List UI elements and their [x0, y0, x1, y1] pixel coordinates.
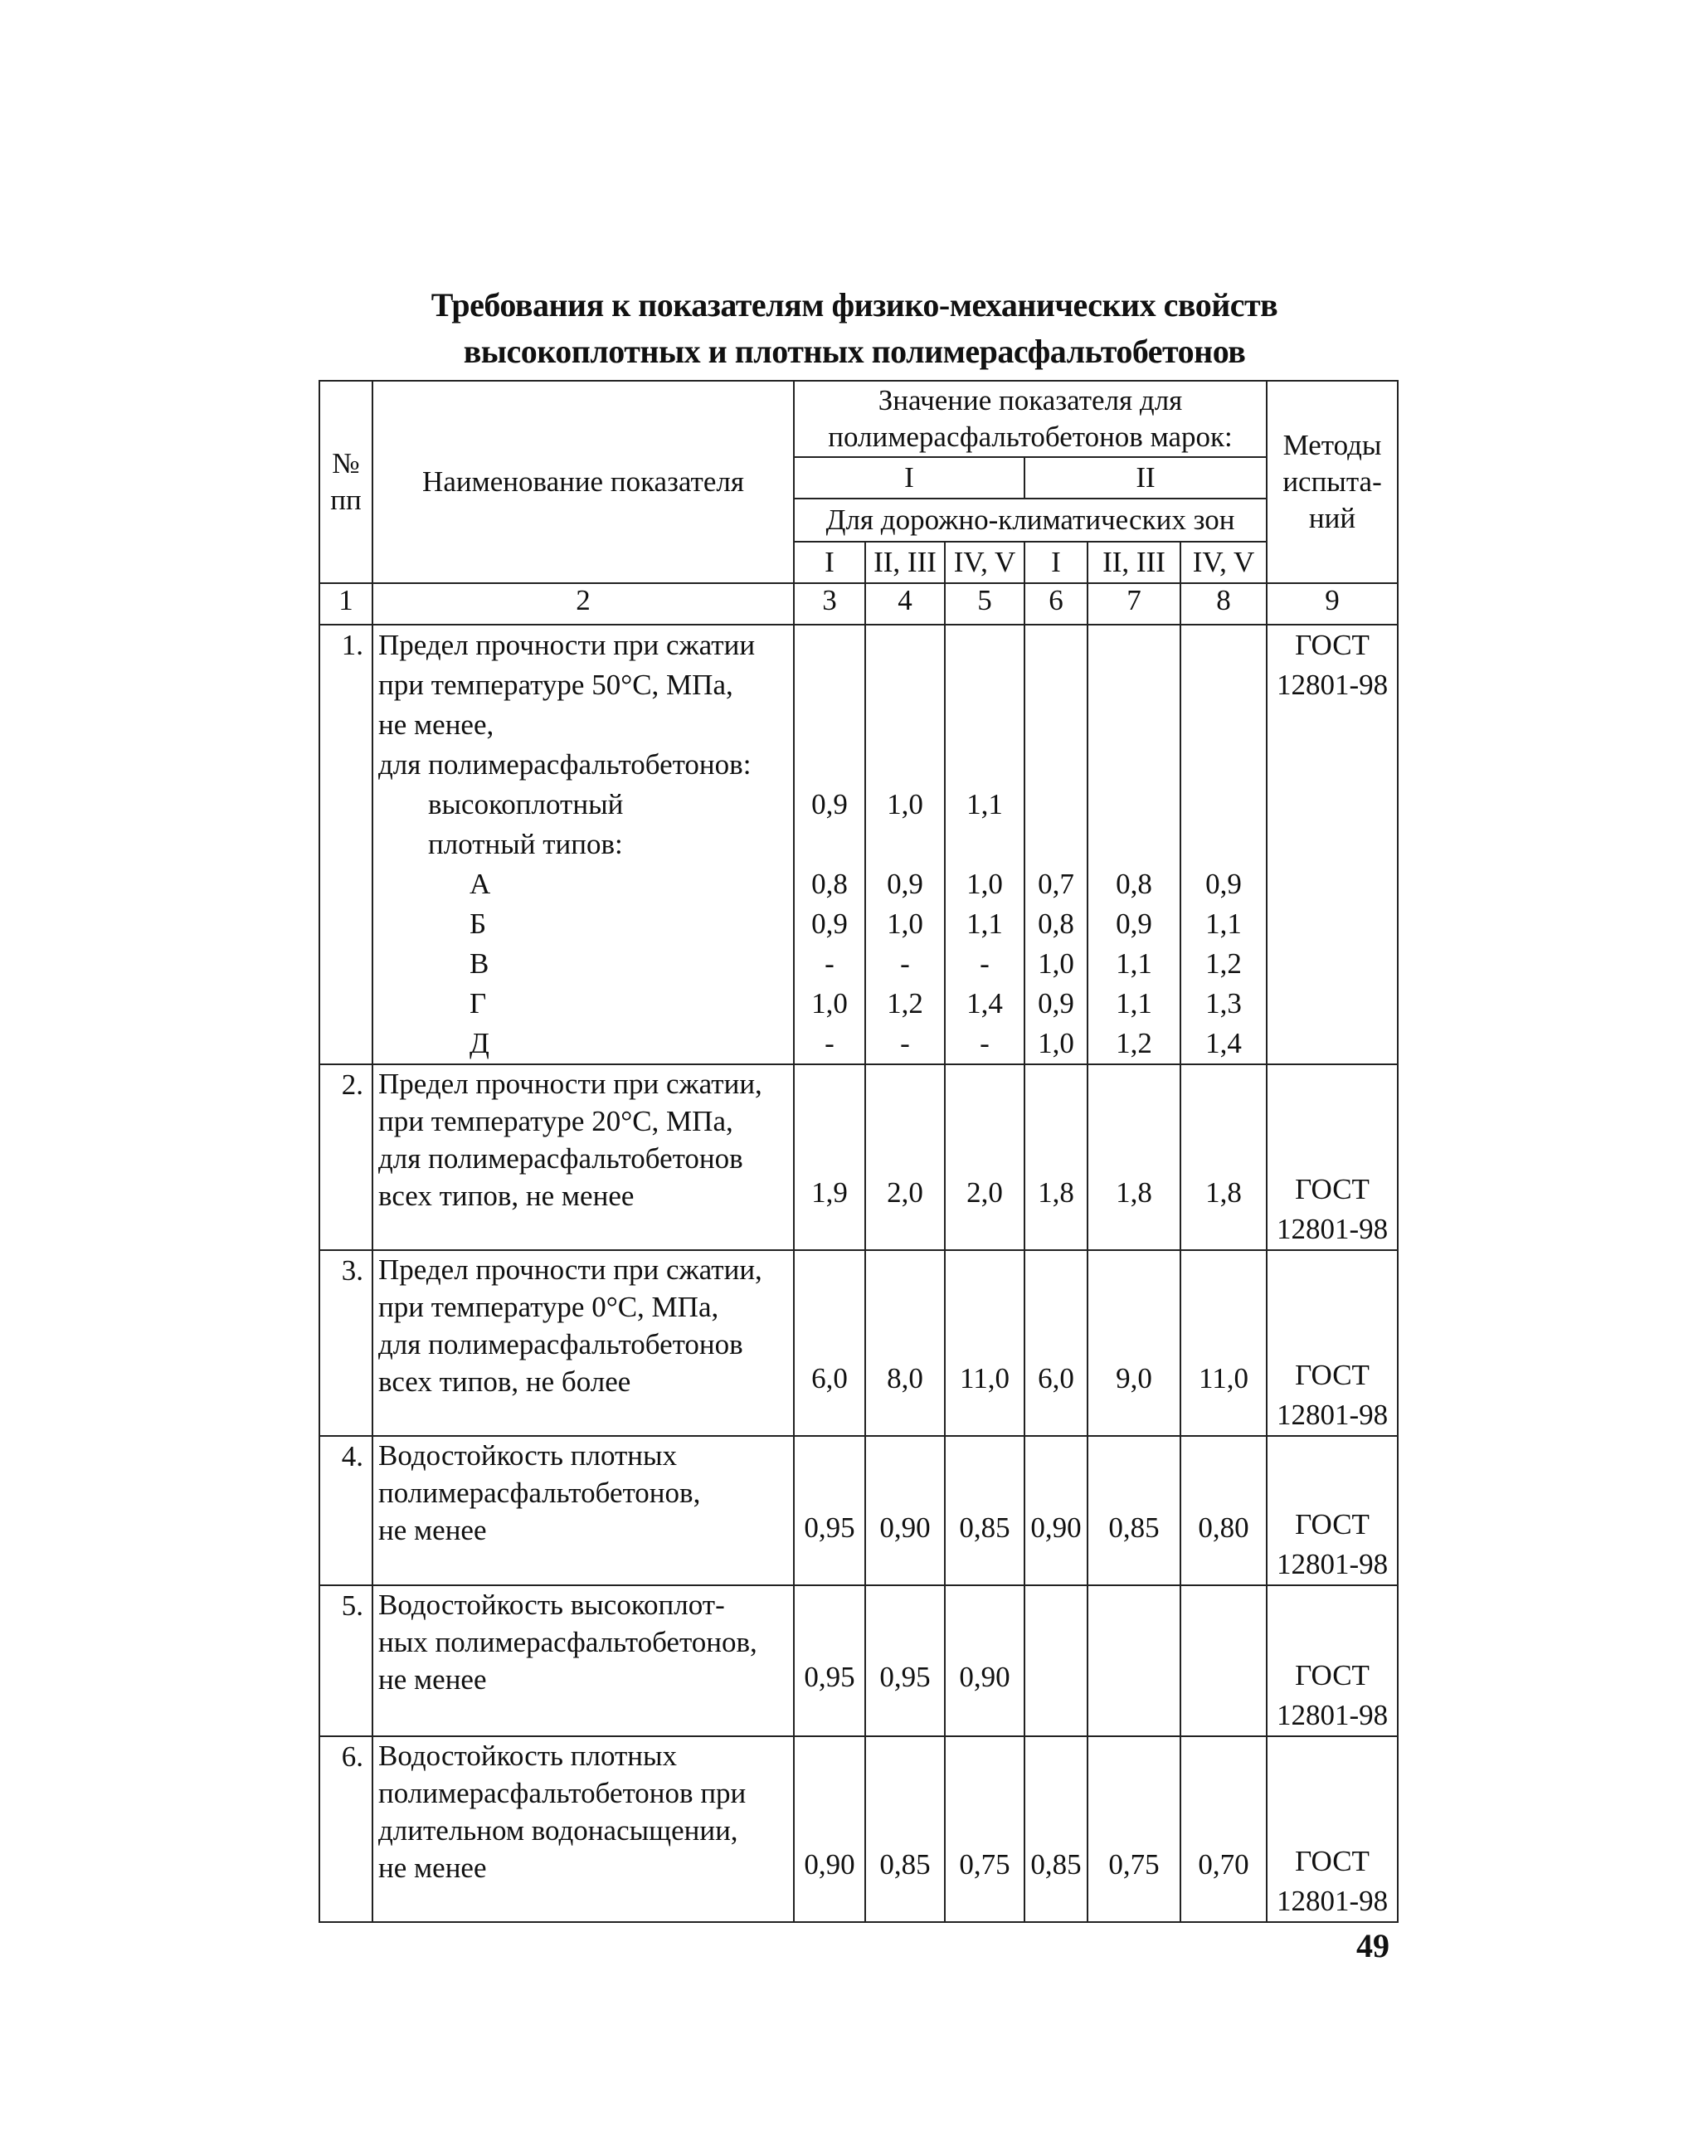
value-cell: 1,0: [966, 868, 1003, 900]
indicator-name: [372, 1250, 794, 1436]
value-cell: 0,95: [794, 1585, 865, 1736]
value-cell: [1025, 825, 1087, 864]
type-label: Д: [470, 1027, 489, 1059]
zone-header: II, III: [1088, 542, 1180, 583]
column-number: 7: [1088, 583, 1180, 625]
value-cell: 2,0: [945, 1064, 1024, 1250]
value-cell: [795, 825, 864, 864]
value-cell: 1,8: [1024, 1064, 1088, 1250]
name-line: Предел прочности при сжатии,: [378, 1068, 762, 1100]
value-cell: 0,75: [1088, 1736, 1180, 1922]
value-cell: [1180, 1585, 1267, 1736]
value-cell: 0,9: [811, 908, 848, 940]
value-cell: [795, 665, 864, 705]
value-cell: 0,75: [945, 1736, 1024, 1922]
value-cell: 0,85: [945, 1436, 1024, 1585]
requirements-table: [319, 380, 1399, 1923]
value-cell: 9,0: [1088, 1250, 1180, 1436]
method-number: 12801-98: [1276, 669, 1389, 701]
zone-header: I: [794, 542, 865, 583]
test-method: [1267, 1736, 1398, 1922]
type-label: В: [470, 947, 489, 980]
name-line: плотный типов:: [428, 828, 623, 860]
name-line: Водостойкость плотных: [378, 1740, 678, 1772]
value-cell: 1,9: [794, 1064, 865, 1250]
value-cell: [1181, 625, 1266, 665]
test-method: [1267, 1436, 1398, 1585]
value-cell: [1088, 1585, 1180, 1736]
value-cell: -: [900, 947, 910, 980]
method-number: 12801-98: [1276, 1213, 1389, 1245]
column-number: 2: [372, 583, 794, 625]
value-cell: 0,90: [794, 1736, 865, 1922]
value-cell: [866, 745, 944, 785]
value-cell: [795, 745, 864, 785]
value-cell: [1088, 785, 1180, 825]
table-row: [319, 1736, 1398, 1922]
value-cell: 6,0: [1024, 1250, 1088, 1436]
column-number: 3: [794, 583, 865, 625]
zone-header: I: [1024, 542, 1088, 583]
header-indicator-name: Наименование показателя: [372, 381, 794, 583]
value-cell: [1181, 705, 1266, 745]
name-line: не менее,: [378, 708, 494, 741]
value-cell: [1088, 745, 1180, 785]
header-grade-2: II: [1024, 457, 1267, 499]
value-cell: 1,2: [1205, 947, 1242, 980]
name-line: не менее: [378, 1514, 487, 1546]
name-line: не менее: [378, 1852, 487, 1884]
value-cell: 0,85: [1088, 1436, 1180, 1585]
name-line: при температуре 20°С, МПа,: [378, 1105, 733, 1137]
header-test-methods: [1267, 381, 1398, 583]
test-method: [1267, 1064, 1398, 1250]
value-cell: [1181, 825, 1266, 864]
value-column: [945, 625, 1024, 1064]
value-cell: 2,0: [865, 1064, 945, 1250]
value-cell: 0,90: [945, 1585, 1024, 1736]
indicator-name: [372, 1585, 794, 1736]
type-label: Г: [470, 987, 487, 1020]
value-cell: 0,80: [1180, 1436, 1267, 1585]
name-line: ных полимерасфальтобетонов,: [378, 1626, 757, 1658]
value-cell: [1088, 625, 1180, 665]
zone-header: IV, V: [945, 542, 1024, 583]
indicator-name: [372, 1064, 794, 1250]
value-cell: 0,70: [1180, 1736, 1267, 1922]
value-cell: 1,0: [1038, 1027, 1074, 1059]
method-number: 12801-98: [1276, 1399, 1389, 1431]
test-method: [1267, 1585, 1398, 1736]
value-cell: 0,9: [887, 868, 923, 900]
value-cell: 0,9: [1205, 868, 1242, 900]
value-cell: [866, 665, 944, 705]
value-cell: [1181, 665, 1266, 705]
value-cell: 0,8: [811, 868, 848, 900]
name-line: полимерасфальтобетонов,: [378, 1477, 701, 1509]
method-gost: ГОСТ: [1295, 1659, 1370, 1691]
value-cell: [866, 625, 944, 665]
value-cell: 1,0: [887, 908, 923, 940]
header-methods-line-2: испыта-: [1282, 465, 1382, 498]
value-cell: [866, 825, 944, 864]
row-number: 2.: [319, 1064, 372, 1250]
value-cell: -: [900, 1027, 910, 1059]
value-cell: 0,7: [1038, 868, 1074, 900]
value-cell: [795, 705, 864, 745]
header-number-pp: пп: [330, 484, 362, 516]
value-cell: 0,85: [865, 1736, 945, 1922]
table-row: [319, 1250, 1398, 1436]
value-column: [1088, 625, 1180, 1064]
column-number: 8: [1180, 583, 1267, 625]
type-label: Б: [470, 908, 487, 940]
name-line: всех типов, не менее: [378, 1180, 635, 1212]
name-line: Водостойкость плотных: [378, 1439, 678, 1472]
value-cell: -: [980, 1027, 990, 1059]
value-cell: -: [825, 947, 835, 980]
row-number: 1.: [319, 625, 372, 1064]
method-gost: ГОСТ: [1295, 1359, 1370, 1391]
name-line: высокоплотный: [428, 788, 624, 820]
value-cell: [866, 705, 944, 745]
name-line: при температуре 0°С, МПа,: [378, 1291, 719, 1323]
indicator-name: [372, 1436, 794, 1585]
value-cell: 8,0: [865, 1250, 945, 1436]
value-cell: 0,85: [1024, 1736, 1088, 1922]
value-cell: 11,0: [945, 1250, 1024, 1436]
table-row: [319, 1436, 1398, 1585]
title-line-1: Требования к показателям физико-механических свойств: [431, 286, 1278, 324]
value-cell: [1025, 705, 1087, 745]
method-number: 12801-98: [1276, 1699, 1389, 1731]
name-line: для полимерасфальтобетонов: [378, 1142, 743, 1175]
value-cell: 1,1: [1116, 947, 1152, 980]
value-cell: [1181, 745, 1266, 785]
value-cell: [1088, 665, 1180, 705]
value-cell: 1,1: [966, 788, 1003, 820]
value-cell: 1,3: [1205, 987, 1242, 1020]
value-cell: 1,8: [1180, 1064, 1267, 1250]
row-number: 4.: [319, 1436, 372, 1585]
value-cell: [1025, 665, 1087, 705]
value-cell: 0,90: [1024, 1436, 1088, 1585]
row-number: 5.: [319, 1585, 372, 1736]
value-cell: [1025, 625, 1087, 665]
value-cell: 1,1: [1205, 908, 1242, 940]
table-row: [319, 1585, 1398, 1736]
name-line: Предел прочности при сжатии,: [378, 1253, 762, 1286]
value-cell: 0,95: [794, 1436, 865, 1585]
name-line: для полимерасфальтобетонов:: [378, 748, 752, 781]
method-gost: ГОСТ: [1295, 629, 1370, 661]
header-number-sign: №: [332, 447, 360, 479]
name-line: Водостойкость высокоплот-: [378, 1589, 725, 1621]
value-cell: 0,8: [1116, 868, 1152, 900]
value-cell: 0,9: [811, 788, 848, 820]
header-value-line-1: Значение показателя для: [878, 384, 1183, 416]
value-column: [865, 625, 945, 1064]
value-cell: [946, 705, 1024, 745]
value-cell: 0,90: [865, 1436, 945, 1585]
value-cell: 0,9: [1038, 987, 1074, 1020]
value-cell: 0,95: [865, 1585, 945, 1736]
value-cell: [946, 665, 1024, 705]
column-number: 6: [1024, 583, 1088, 625]
test-method: [1267, 1250, 1398, 1436]
value-cell: 0,9: [1116, 908, 1152, 940]
name-line: длительном водонасыщении,: [378, 1814, 738, 1847]
method-gost: ГОСТ: [1295, 1845, 1370, 1877]
value-cell: [1025, 785, 1087, 825]
header-methods-line-3: ний: [1308, 502, 1356, 534]
name-line: для полимерасфальтобетонов: [378, 1328, 743, 1360]
value-cell: 1,0: [811, 987, 848, 1020]
type-label: А: [470, 868, 491, 900]
value-cell: 1,4: [966, 987, 1003, 1020]
header-value: [794, 381, 1267, 457]
header-climatic-zones: Для дорожно-климатических зон: [794, 499, 1267, 542]
column-number: 1: [319, 583, 372, 625]
row-number: 3.: [319, 1250, 372, 1436]
zone-header: II, III: [865, 542, 945, 583]
header-grade-1: I: [794, 457, 1024, 499]
title-line-2: высокоплотных и плотных полимерасфальтобетонов: [463, 333, 1246, 370]
table-row: [319, 1064, 1398, 1250]
value-cell: 1,0: [1038, 947, 1074, 980]
value-cell: [946, 745, 1024, 785]
row-number: 6.: [319, 1736, 372, 1922]
value-cell: 1,2: [887, 987, 923, 1020]
value-cell: [1181, 785, 1266, 825]
indicator-name: [372, 625, 794, 1064]
value-cell: [946, 825, 1024, 864]
page-number: 49: [1356, 1927, 1389, 1964]
value-cell: [1024, 1585, 1088, 1736]
value-cell: -: [980, 947, 990, 980]
method-gost: ГОСТ: [1295, 1173, 1370, 1205]
method-number: 12801-98: [1276, 1885, 1389, 1917]
table-row: [319, 625, 1398, 1064]
indicator-name: [372, 1736, 794, 1922]
value-cell: 1,4: [1205, 1027, 1242, 1059]
method-number: 12801-98: [1276, 1548, 1389, 1580]
zone-header: IV, V: [1180, 542, 1267, 583]
value-cell: [946, 625, 1024, 665]
name-line: всех типов, не более: [378, 1365, 631, 1398]
value-cell: 11,0: [1180, 1250, 1267, 1436]
value-cell: [1025, 745, 1087, 785]
value-cell: 6,0: [794, 1250, 865, 1436]
header-number: [319, 381, 372, 583]
value-column: [1024, 625, 1088, 1064]
value-cell: [1088, 705, 1180, 745]
value-cell: 0,8: [1038, 908, 1074, 940]
name-line: полимерасфальтобетонов при: [378, 1777, 747, 1809]
method-gost: ГОСТ: [1295, 1508, 1370, 1540]
column-number: 4: [865, 583, 945, 625]
table-title: [315, 282, 1394, 375]
value-cell: 1,2: [1116, 1027, 1152, 1059]
header-methods-line-1: Методы: [1282, 429, 1382, 461]
name-line: при температуре 50°С, МПа,: [378, 669, 733, 701]
value-cell: 1,1: [966, 908, 1003, 940]
test-method: [1267, 625, 1398, 1064]
value-cell: -: [825, 1027, 835, 1059]
value-cell: [1088, 825, 1180, 864]
value-cell: 1,1: [1116, 987, 1152, 1020]
name-line: не менее: [378, 1663, 487, 1696]
column-number: 5: [945, 583, 1024, 625]
value-cell: 1,0: [887, 788, 923, 820]
name-line: Предел прочности при сжатии: [378, 629, 756, 661]
value-column: [794, 625, 865, 1064]
value-cell: [795, 625, 864, 665]
value-column: [1180, 625, 1267, 1064]
header-value-line-2: полимерасфальтобетонов марок:: [828, 421, 1233, 453]
column-number: 9: [1267, 583, 1398, 625]
value-cell: 1,8: [1088, 1064, 1180, 1250]
